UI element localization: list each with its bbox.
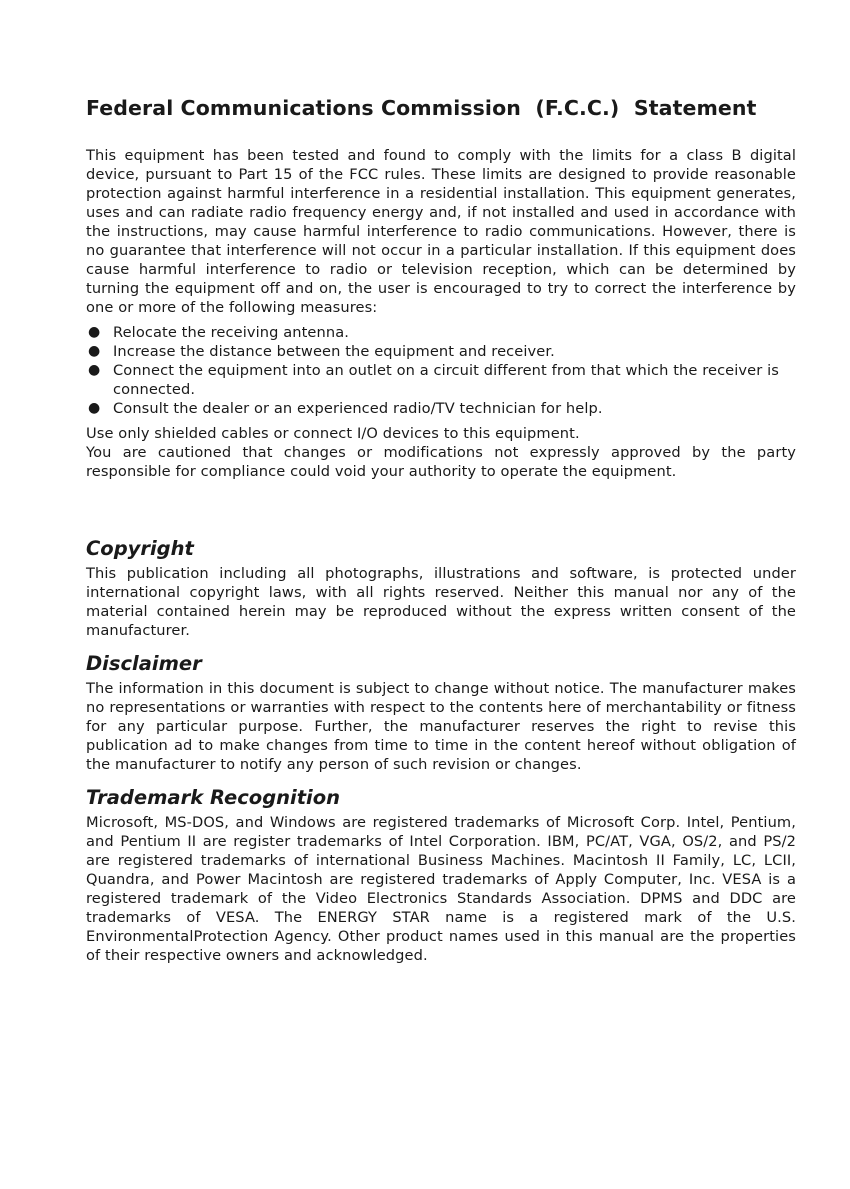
fcc-shielded-cables-note: Use only shielded cables or connect I/O devices to this equipment. (86, 425, 580, 442)
disclaimer-title: Disclaimer (86, 652, 202, 675)
list-item (86, 323, 796, 342)
list-item (86, 399, 796, 418)
list-item (86, 361, 796, 399)
list-item (86, 342, 796, 361)
fcc-title: Federal Communications Commission (F.C.C.) Statement (86, 96, 757, 120)
trademark-body: Microsoft, MS-DOS, and Windows are registered trademarks of Microsoft Corp. Intel, Pentium, and Pentium II are register trademarks of Intel Corporation. IBM, PC/AT, VGA, OS/2, and PS/2 are registered trademarks of international Business Machines. Macintosh II Family, LC, LCII, Quandra, and Power Macintosh are registered trademarks of Apply Computer, Inc. VESA is a registered trademark of the Video Electronics Standards Association. DPMS and DDC are trademarks of VESA. The ENERGY STAR name is a registered mark of the U.S. EnvironmentalProtection Agency. Other product names used in this manual are the properties of their respective owners and acknowledged. (86, 814, 796, 964)
fcc-caution-note: You are cautioned that changes or modifications not expressly approved by the party responsible for compliance could void your authority to operate the equipment. (86, 444, 796, 480)
list-item-text: Relocate the receiving antenna. (113, 324, 349, 341)
fcc-measures-list (86, 323, 796, 418)
trademark-title: Trademark Recognition (86, 786, 341, 809)
fcc-section (86, 96, 796, 481)
list-item-text: Increase the distance between the equipment and receiver. (113, 343, 555, 360)
fcc-body: This equipment has been tested and found to comply with the limits for a class B digital device, pursuant to Part 15 of the FCC rules. These limits are designed to provide reasonable protection against harmful interference in a residential installation. This equipment generates, uses and can radiate radio frequency energy and, if not installed and used in accordance with the instructions, may cause harmful interference to radio communications. However, there is no guarantee that interference will not occur in a particular installation. If this equipment does cause harmful interference to radio or television reception, which can be determined by turning the equipment off and on, the user is encouraged to try to correct the interference by one or more of the following measures: (86, 147, 796, 316)
bullet-icon: ● (88, 324, 101, 340)
copyright-section (86, 537, 796, 640)
disclaimer-body: The information in this document is subject to change without notice. The manufacturer makes no representations or warranties with respect to the contents here of merchantability or fitness for any particular purpose. Further, the manufacturer reserves the right to revise this publication ad to make changes from time to time in the content hereof without obligation of the manufacturer to notify any person of such revision or changes. (86, 680, 796, 773)
trademark-section (86, 786, 796, 965)
list-item-text: Consult the dealer or an experienced radio/TV technician for help. (113, 400, 603, 417)
bullet-icon: ● (88, 343, 101, 359)
list-item-text: Connect the equipment into an outlet on a circuit different from that which the receiver is connected. (113, 362, 779, 398)
disclaimer-section (86, 652, 796, 774)
bullet-icon: ● (88, 400, 101, 416)
copyright-title: Copyright (86, 537, 194, 560)
document-page (86, 96, 796, 965)
bullet-icon: ● (88, 362, 101, 378)
copyright-body: This publication including all photographs, illustrations and software, is protected under international copyright laws, with all rights reserved. Neither this manual nor any of the material contained herein may be reproduced without the express written consent of the manufacturer. (86, 565, 796, 639)
